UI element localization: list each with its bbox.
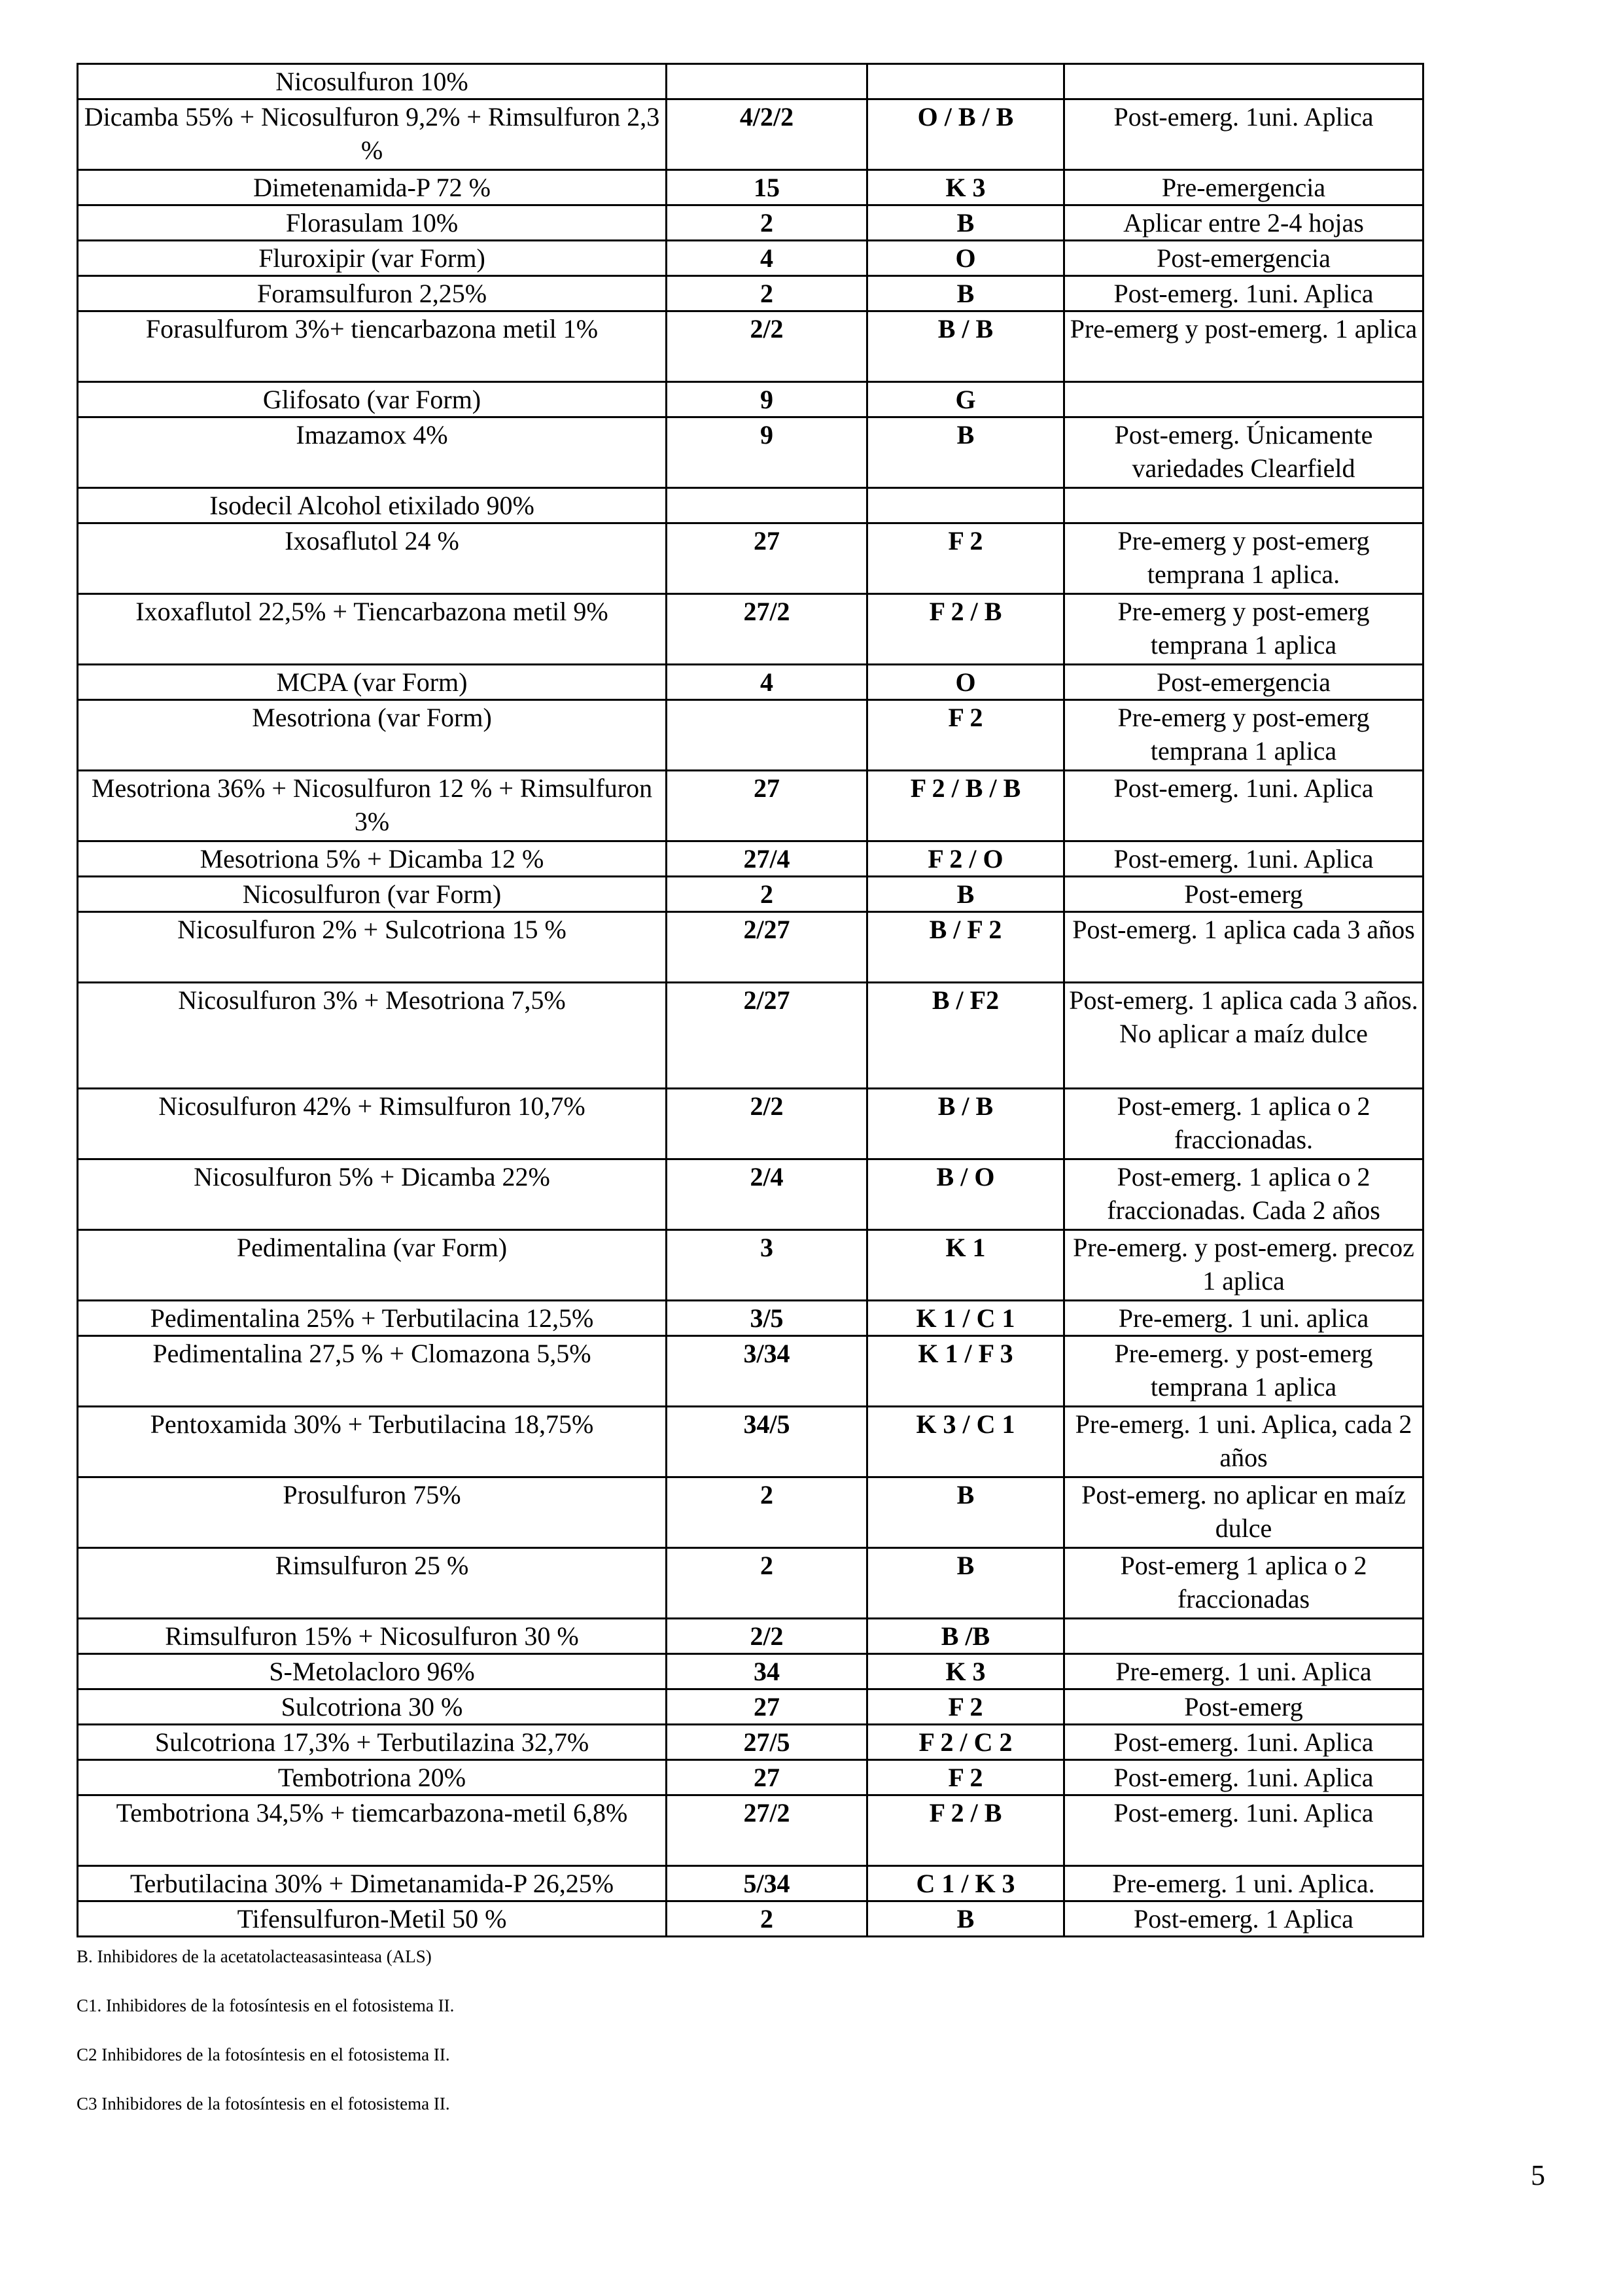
- substance-cell: Sulcotriona 30 %: [78, 1689, 667, 1725]
- substance-cell: Prosulfuron 75%: [78, 1477, 667, 1548]
- table-row: [78, 1548, 1423, 1619]
- substance-cell: Nicosulfuron 3% + Mesotriona 7,5%: [78, 983, 667, 1089]
- notes-cell: Post-emerg. 1 aplica o 2 fraccionadas. Cada 2 años: [1064, 1159, 1423, 1230]
- table-body: [78, 64, 1423, 1937]
- code-cell: 2/4: [667, 1159, 867, 1230]
- notes-cell: Post-emerg. 1 aplica cada 3 años. No aplicar a maíz dulce: [1064, 983, 1423, 1089]
- substance-cell: Dimetenamida-P 72 %: [78, 170, 667, 205]
- footnote-c2: C2 Inhibidores de la fotosíntesis en el fotosistema II.: [77, 2045, 450, 2064]
- herbicide-table: [77, 63, 1424, 1937]
- table-row: [78, 1089, 1423, 1159]
- footnote-c1: C1. Inhibidores de la fotosíntesis en el fotosistema II.: [77, 1996, 455, 2015]
- notes-cell: Pre-emerg. 1 uni. aplica: [1064, 1301, 1423, 1336]
- notes-cell: Post-emergencia: [1064, 665, 1423, 700]
- table-row: [78, 1689, 1423, 1725]
- group-cell: [867, 488, 1064, 523]
- substance-cell: Tembotriona 20%: [78, 1760, 667, 1795]
- code-cell: 9: [667, 417, 867, 488]
- notes-cell: Post-emerg. 1 aplica cada 3 años: [1064, 912, 1423, 983]
- notes-cell: Post-emerg. 1uni. Aplica: [1064, 1760, 1423, 1795]
- substance-cell: Nicosulfuron 5% + Dicamba 22%: [78, 1159, 667, 1230]
- group-cell: K 1 / C 1: [867, 1301, 1064, 1336]
- notes-cell: Post-emerg: [1064, 877, 1423, 912]
- table-row: [78, 276, 1423, 311]
- group-cell: [867, 64, 1064, 99]
- group-cell: B: [867, 1548, 1064, 1619]
- code-cell: 2/2: [667, 311, 867, 382]
- table-row: [78, 170, 1423, 205]
- substance-cell: Rimsulfuron 25 %: [78, 1548, 667, 1619]
- group-cell: B: [867, 1477, 1064, 1548]
- notes-cell: [1064, 488, 1423, 523]
- group-cell: B: [867, 276, 1064, 311]
- notes-cell: Post-emerg. 1uni. Aplica: [1064, 1725, 1423, 1760]
- table-row: [78, 700, 1423, 771]
- group-cell: F 2 / B / B: [867, 771, 1064, 841]
- code-cell: 15: [667, 170, 867, 205]
- code-cell: [667, 488, 867, 523]
- table-row: [78, 1301, 1423, 1336]
- notes-cell: Pre-emerg. 1 uni. Aplica, cada 2 años: [1064, 1407, 1423, 1477]
- group-cell: C 1 / K 3: [867, 1866, 1064, 1901]
- table-row: [78, 1619, 1423, 1654]
- substance-cell: Terbutilacina 30% + Dimetanamida-P 26,25%: [78, 1866, 667, 1901]
- substance-cell: Nicosulfuron 2% + Sulcotriona 15 %: [78, 912, 667, 983]
- group-cell: O / B / B: [867, 99, 1064, 170]
- table-row: [78, 417, 1423, 488]
- table-row: [78, 771, 1423, 841]
- substance-cell: Mesotriona 36% + Nicosulfuron 12 % + Rimsulfuron 3%: [78, 771, 667, 841]
- substance-cell: Imazamox 4%: [78, 417, 667, 488]
- group-cell: K 3 / C 1: [867, 1407, 1064, 1477]
- table-row: [78, 205, 1423, 241]
- notes-cell: Post-emerg. no aplicar en maíz dulce: [1064, 1477, 1423, 1548]
- notes-cell: Post-emerg 1 aplica o 2 fraccionadas: [1064, 1548, 1423, 1619]
- table-row: [78, 665, 1423, 700]
- notes-cell: Post-emerg. 1uni. Aplica: [1064, 1795, 1423, 1866]
- code-cell: [667, 64, 867, 99]
- group-cell: F 2 / B: [867, 1795, 1064, 1866]
- code-cell: 5/34: [667, 1866, 867, 1901]
- code-cell: 27/4: [667, 841, 867, 877]
- substance-cell: MCPA (var Form): [78, 665, 667, 700]
- table-row: [78, 594, 1423, 665]
- group-cell: K 1: [867, 1230, 1064, 1301]
- notes-cell: Post-emerg. 1 Aplica: [1064, 1901, 1423, 1937]
- group-cell: B: [867, 205, 1064, 241]
- table-row: [78, 382, 1423, 417]
- code-cell: 27/5: [667, 1725, 867, 1760]
- group-cell: F 2 / B: [867, 594, 1064, 665]
- notes-cell: Pre-emerg y post-emerg temprana 1 aplica: [1064, 700, 1423, 771]
- table-row: [78, 1407, 1423, 1477]
- table-row: [78, 1230, 1423, 1301]
- notes-cell: Pre-emerg y post-emerg. 1 aplica: [1064, 311, 1423, 382]
- code-cell: [667, 700, 867, 771]
- group-cell: G: [867, 382, 1064, 417]
- code-cell: 3: [667, 1230, 867, 1301]
- group-cell: B / F 2: [867, 912, 1064, 983]
- code-cell: 2: [667, 1901, 867, 1937]
- group-cell: K 3: [867, 170, 1064, 205]
- code-cell: 34/5: [667, 1407, 867, 1477]
- table-row: [78, 1901, 1423, 1937]
- table-row: [78, 1866, 1423, 1901]
- notes-cell: Pre-emerg. y post-emerg temprana 1 aplica: [1064, 1336, 1423, 1407]
- notes-cell: Post-emergencia: [1064, 241, 1423, 276]
- substance-cell: Dicamba 55% + Nicosulfuron 9,2% + Rimsulfuron 2,3 %: [78, 99, 667, 170]
- page-number: 5: [1531, 2159, 1545, 2191]
- code-cell: 2/2: [667, 1089, 867, 1159]
- notes-cell: Aplicar entre 2-4 hojas: [1064, 205, 1423, 241]
- group-cell: B / B: [867, 311, 1064, 382]
- group-cell: B: [867, 417, 1064, 488]
- table-row: [78, 1336, 1423, 1407]
- code-cell: 4/2/2: [667, 99, 867, 170]
- notes-cell: Pre-emerg y post-emerg temprana 1 aplica: [1064, 594, 1423, 665]
- code-cell: 3/34: [667, 1336, 867, 1407]
- table-row: [78, 64, 1423, 99]
- substance-cell: Sulcotriona 17,3% + Terbutilazina 32,7%: [78, 1725, 667, 1760]
- notes-cell: Post-emerg. Únicamente variedades Clearfield: [1064, 417, 1423, 488]
- code-cell: 27: [667, 1760, 867, 1795]
- footnote-b: B. Inhibidores de la acetatolacteasasinteasa (ALS): [77, 1947, 432, 1966]
- substance-cell: Tembotriona 34,5% + tiemcarbazona-metil 6,8%: [78, 1795, 667, 1866]
- substance-cell: S-Metolacloro 96%: [78, 1654, 667, 1689]
- substance-cell: Nicosulfuron (var Form): [78, 877, 667, 912]
- group-cell: K 1 / F 3: [867, 1336, 1064, 1407]
- table-row: [78, 1477, 1423, 1548]
- notes-cell: Post-emerg. 1 aplica o 2 fraccionadas.: [1064, 1089, 1423, 1159]
- substance-cell: Rimsulfuron 15% + Nicosulfuron 30 %: [78, 1619, 667, 1654]
- substance-cell: Pedimentalina 27,5 % + Clomazona 5,5%: [78, 1336, 667, 1407]
- substance-cell: Pedimentalina (var Form): [78, 1230, 667, 1301]
- footnote-c3: C3 Inhibidores de la fotosíntesis en el fotosistema II.: [77, 2094, 450, 2113]
- notes-cell: Pre-emerg. 1 uni. Aplica.: [1064, 1866, 1423, 1901]
- notes-cell: Post-emerg. 1uni. Aplica: [1064, 841, 1423, 877]
- substance-cell: Mesotriona (var Form): [78, 700, 667, 771]
- code-cell: 2/2: [667, 1619, 867, 1654]
- notes-cell: Pre-emerg. 1 uni. Aplica: [1064, 1654, 1423, 1689]
- substance-cell: Forasulfurom 3%+ tiencarbazona metil 1%: [78, 311, 667, 382]
- table-row: [78, 99, 1423, 170]
- substance-cell: Foramsulfuron 2,25%: [78, 276, 667, 311]
- group-cell: F 2 / C 2: [867, 1725, 1064, 1760]
- table-row: [78, 488, 1423, 523]
- group-cell: B / B: [867, 1089, 1064, 1159]
- table-row: [78, 241, 1423, 276]
- group-cell: B: [867, 877, 1064, 912]
- substance-cell: Mesotriona 5% + Dicamba 12 %: [78, 841, 667, 877]
- notes-cell: [1064, 382, 1423, 417]
- code-cell: 34: [667, 1654, 867, 1689]
- notes-cell: Post-emerg. 1uni. Aplica: [1064, 276, 1423, 311]
- code-cell: 2/27: [667, 912, 867, 983]
- table-row: [78, 1795, 1423, 1866]
- substance-cell: Florasulam 10%: [78, 205, 667, 241]
- group-cell: B /B: [867, 1619, 1064, 1654]
- code-cell: 2: [667, 877, 867, 912]
- notes-cell: [1064, 1619, 1423, 1654]
- footnotes: [77, 1947, 454, 2143]
- table-row: [78, 983, 1423, 1089]
- notes-cell: Post-emerg. 1uni. Aplica: [1064, 99, 1423, 170]
- substance-cell: Pedimentalina 25% + Terbutilacina 12,5%: [78, 1301, 667, 1336]
- code-cell: 27: [667, 523, 867, 594]
- table-row: [78, 912, 1423, 983]
- code-cell: 4: [667, 665, 867, 700]
- code-cell: 9: [667, 382, 867, 417]
- substance-cell: Glifosato (var Form): [78, 382, 667, 417]
- substance-cell: Fluroxipir (var Form): [78, 241, 667, 276]
- group-cell: F 2: [867, 1689, 1064, 1725]
- table-row: [78, 1159, 1423, 1230]
- code-cell: 27/2: [667, 1795, 867, 1866]
- group-cell: O: [867, 241, 1064, 276]
- table-row: [78, 311, 1423, 382]
- substance-cell: Isodecil Alcohol etixilado 90%: [78, 488, 667, 523]
- code-cell: 4: [667, 241, 867, 276]
- code-cell: 2: [667, 276, 867, 311]
- code-cell: 3/5: [667, 1301, 867, 1336]
- substance-cell: Pentoxamida 30% + Terbutilacina 18,75%: [78, 1407, 667, 1477]
- group-cell: B / O: [867, 1159, 1064, 1230]
- notes-cell: Post-emerg. 1uni. Aplica: [1064, 771, 1423, 841]
- group-cell: B / F2: [867, 983, 1064, 1089]
- code-cell: 2: [667, 1548, 867, 1619]
- group-cell: B: [867, 1901, 1064, 1937]
- code-cell: 27/2: [667, 594, 867, 665]
- code-cell: 2: [667, 205, 867, 241]
- table-row: [78, 1760, 1423, 1795]
- substance-cell: Nicosulfuron 42% + Rimsulfuron 10,7%: [78, 1089, 667, 1159]
- code-cell: 2/27: [667, 983, 867, 1089]
- table-row: [78, 1654, 1423, 1689]
- notes-cell: [1064, 64, 1423, 99]
- table-row: [78, 1725, 1423, 1760]
- substance-cell: Ixosaflutol 24 %: [78, 523, 667, 594]
- group-cell: F 2: [867, 1760, 1064, 1795]
- group-cell: F 2: [867, 523, 1064, 594]
- group-cell: F 2 / O: [867, 841, 1064, 877]
- notes-cell: Pre-emerg y post-emerg temprana 1 aplica.: [1064, 523, 1423, 594]
- table-row: [78, 841, 1423, 877]
- group-cell: O: [867, 665, 1064, 700]
- code-cell: 27: [667, 1689, 867, 1725]
- code-cell: 2: [667, 1477, 867, 1548]
- notes-cell: Post-emerg: [1064, 1689, 1423, 1725]
- substance-cell: Nicosulfuron 10%: [78, 64, 667, 99]
- code-cell: 27: [667, 771, 867, 841]
- notes-cell: Pre-emerg. y post-emerg. precoz 1 aplica: [1064, 1230, 1423, 1301]
- group-cell: K 3: [867, 1654, 1064, 1689]
- table-row: [78, 523, 1423, 594]
- notes-cell: Pre-emergencia: [1064, 170, 1423, 205]
- substance-cell: Tifensulfuron-Metil 50 %: [78, 1901, 667, 1937]
- table-row: [78, 877, 1423, 912]
- group-cell: F 2: [867, 700, 1064, 771]
- substance-cell: Ixoxaflutol 22,5% + Tiencarbazona metil 9%: [78, 594, 667, 665]
